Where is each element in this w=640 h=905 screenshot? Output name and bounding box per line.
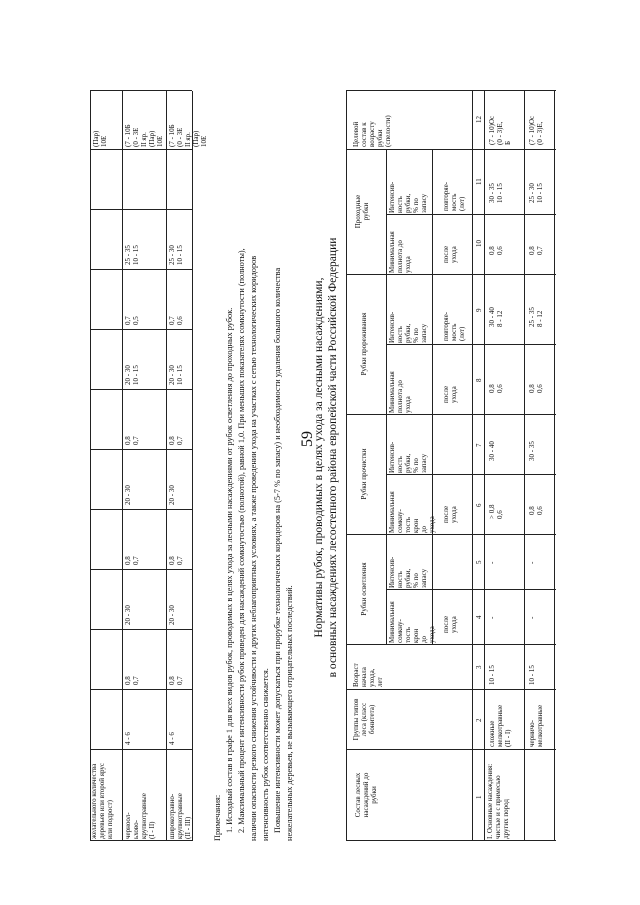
header-clearing-after: после ухода [442, 615, 458, 633]
top-row-1-c5: 20 - 30 [124, 605, 132, 625]
note-line-2: 2. Максимальный процент интенсивности рубок приведен для насаждений сомкнутостью (полнотой), равной 1,0. При меньших показателях сомкнутости (полноты), [237, 248, 246, 833]
top-row-1-c10: 0,7 0,5 [124, 316, 140, 325]
header-cleaning-intensity: Интенсив- ность рубки, % по запасу [388, 441, 428, 473]
col-number-6: 6 [475, 503, 483, 507]
rotated-page-content [64, 60, 564, 855]
header-passing-intensity: Интенсив- ность рубки, % по запасу [388, 181, 428, 213]
top-row-2-c12: (7 - 10Б (0 - 3Е II яр. (Пар) 10Е [168, 124, 208, 147]
top-row-2-c8: 0,8 0,7 [168, 436, 184, 445]
top-row-2-age: 4 - 6 [168, 732, 176, 745]
notes-heading: Примечания: [213, 794, 222, 841]
main-row-1-c9: 30 - 40 8 - 12 [488, 307, 504, 327]
note-line-6: нежелательных деревьев, не вызывающего отрицательных последствий. [285, 585, 294, 841]
top-row-2-c4: 0,8 0,7 [168, 676, 184, 685]
main-row-2-group: черничо- мелкотравные [528, 704, 544, 747]
top-row-1-c7: 20 - 30 [124, 485, 132, 505]
main-row-2-c11: 25 - 30 10 - 15 [528, 183, 544, 203]
main-row-2-c9: 25 - 35 8 - 12 [528, 307, 544, 327]
header-passing-repeat: повторяе- мость (лет) [442, 181, 466, 211]
col-number-4: 4 [475, 615, 483, 619]
header-forest-type: Группы типов леса (класс бонитета) [352, 698, 376, 741]
top-row-2-c9: 20 - 30 10 - 15 [168, 365, 184, 385]
main-row-1-c5: - [488, 561, 496, 564]
top-row-1-c11: 25 - 35 10 - 15 [124, 245, 140, 265]
main-row-2-c5: - [528, 561, 536, 564]
main-row-2-c4: - [528, 616, 536, 619]
main-row-1-group: сложные мелкотравные (II - I) [488, 704, 512, 747]
top-row-1-c12: (7 - 10Б (0 - 3Е II яр. (Пар) 10Е [124, 124, 164, 147]
main-row-2-age: 10 - 15 [528, 665, 536, 685]
col-number-12: 12 [475, 116, 483, 123]
top-table-target-top: (Пар) 10Е [92, 130, 108, 147]
header-composition: Состав лесных насаждений до рубки [354, 772, 378, 818]
header-passing-after: после ухода [442, 245, 458, 263]
note-line-3: наличии опасности резкого снижения устойчивости и других неблагоприятных условиях, а также проведении ухода на участках с сетью технологических коридоров [249, 255, 258, 841]
top-row-2-c10: 0,7 0,6 [168, 316, 184, 325]
col-number-10: 10 [475, 240, 483, 247]
main-row-2-c7: 30 - 35 [528, 441, 536, 461]
col-number-5: 5 [475, 560, 483, 564]
note-line-1: 1. Исходный состав в графе 1 для всех видов рубок, проводимых в целях ухода за лесными насаждениями от рубок осветления до проходных рубок. [225, 307, 234, 833]
page-number: 59 [299, 431, 316, 447]
top-row-1-age: 4 - 6 [124, 732, 132, 745]
top-row-1-c4: 0,8 0,7 [124, 676, 140, 685]
header-passing-min: Минимальная полнота до ухода [388, 231, 412, 273]
top-row-1-c8: 0,8 0,7 [124, 436, 140, 445]
top-row-2-c5: 20 - 30 [168, 605, 176, 625]
header-clearing-intensity: Интенсив- ность рубки, % по запасу [388, 556, 428, 588]
col-number-1: 1 [475, 795, 483, 799]
top-row-2-c6: 0,8 0,7 [168, 556, 184, 565]
note-line-5: Повышение интенсивности может допускаться при прорубке технологических коридоров на (5-7 % по запасу) и необходимости удаления большого количества [273, 267, 282, 833]
main-row-2-c10: 0,8 0,7 [528, 246, 544, 255]
main-row-2-c6: 0,8 0,6 [528, 506, 544, 515]
top-row-1-c6: 0,8 0,7 [124, 556, 140, 565]
top-row-2-c7: 20 - 30 [168, 485, 176, 505]
main-row-1-c4: - [488, 616, 496, 619]
main-row-1-c12: (7 - 10)Ос (0 - 3)Е, Б [488, 115, 512, 145]
col-number-3: 3 [475, 665, 483, 669]
header-target-composition: Целевой состав к возрасту рубки (спелости) [352, 115, 392, 147]
col-number-9: 9 [475, 308, 483, 312]
top-row-1-group: черноол- ьхово- крупнотравные (I - II) [124, 793, 156, 839]
col-number-8: 8 [475, 378, 483, 382]
top-row-1-c9: 20 - 30 10 - 15 [124, 365, 140, 385]
col-number-7: 7 [475, 443, 483, 447]
header-thinning-after: после ухода [442, 385, 458, 403]
main-row-1-age: 10 - 15 [488, 665, 496, 685]
note-line-4: интенсивность рубок соответственно снижается. [261, 668, 270, 841]
header-group-cleaning: Рубки прочистки [360, 448, 368, 500]
header-thinning-repeat: повторяе- мость (лет) [442, 311, 466, 341]
header-group-passing: Проходные рубки [354, 194, 370, 229]
top-table-header-cell: желательного количества деревьев или второй ярус или подрост) [90, 763, 114, 839]
table-title-line-2: в основных насаждениях лесостепного района европейской части Российской Федерации [327, 237, 339, 678]
header-clearing-min: Минимальная сомкну- тость крон до ухода [388, 601, 436, 643]
header-cleaning-after: после ухода [442, 505, 458, 523]
top-row-2-c11: 25 - 30 10 - 15 [168, 245, 184, 265]
header-thinning-intensity: Интенсив- ность рубки, % по запасу [388, 311, 428, 343]
col-number-11: 11 [475, 178, 483, 185]
main-row-1-c11: 30 - 35 10 - 15 [488, 183, 504, 203]
main-row-2-c8: 0,8 0,6 [528, 384, 544, 393]
table-title-line-1: Нормативы рубок, проводимых в целях ухода за лесными насаждениями, [313, 277, 325, 638]
section-label: I. Основные насаждения: чистые и с примесью других пород [486, 763, 510, 839]
header-cleaning-min: Минимальная сомкну- тость крон до ухода [388, 491, 436, 533]
main-row-1-c7: 30 - 40 [488, 441, 496, 461]
main-row-2-c12: (7 - 10)Ос (0 - 3)Е, [528, 115, 544, 145]
col-number-2: 2 [475, 718, 483, 722]
top-row-2-group: широкотравно- крупнотравные (II - III) [168, 793, 192, 839]
main-row-1-c8: 0,8 0,6 [488, 384, 504, 393]
header-group-thinning: Рубки прореживания [360, 312, 368, 376]
main-row-1-c10: 0,8 0,6 [488, 246, 504, 255]
header-group-clearing: Рубки осветления [360, 562, 368, 616]
main-row-1-c6: > 0,8 0,6 [488, 504, 504, 519]
header-start-age: Возраст начала ухода, лет [352, 663, 384, 687]
header-thinning-min: Минимальная полнота до ухода [388, 371, 412, 413]
